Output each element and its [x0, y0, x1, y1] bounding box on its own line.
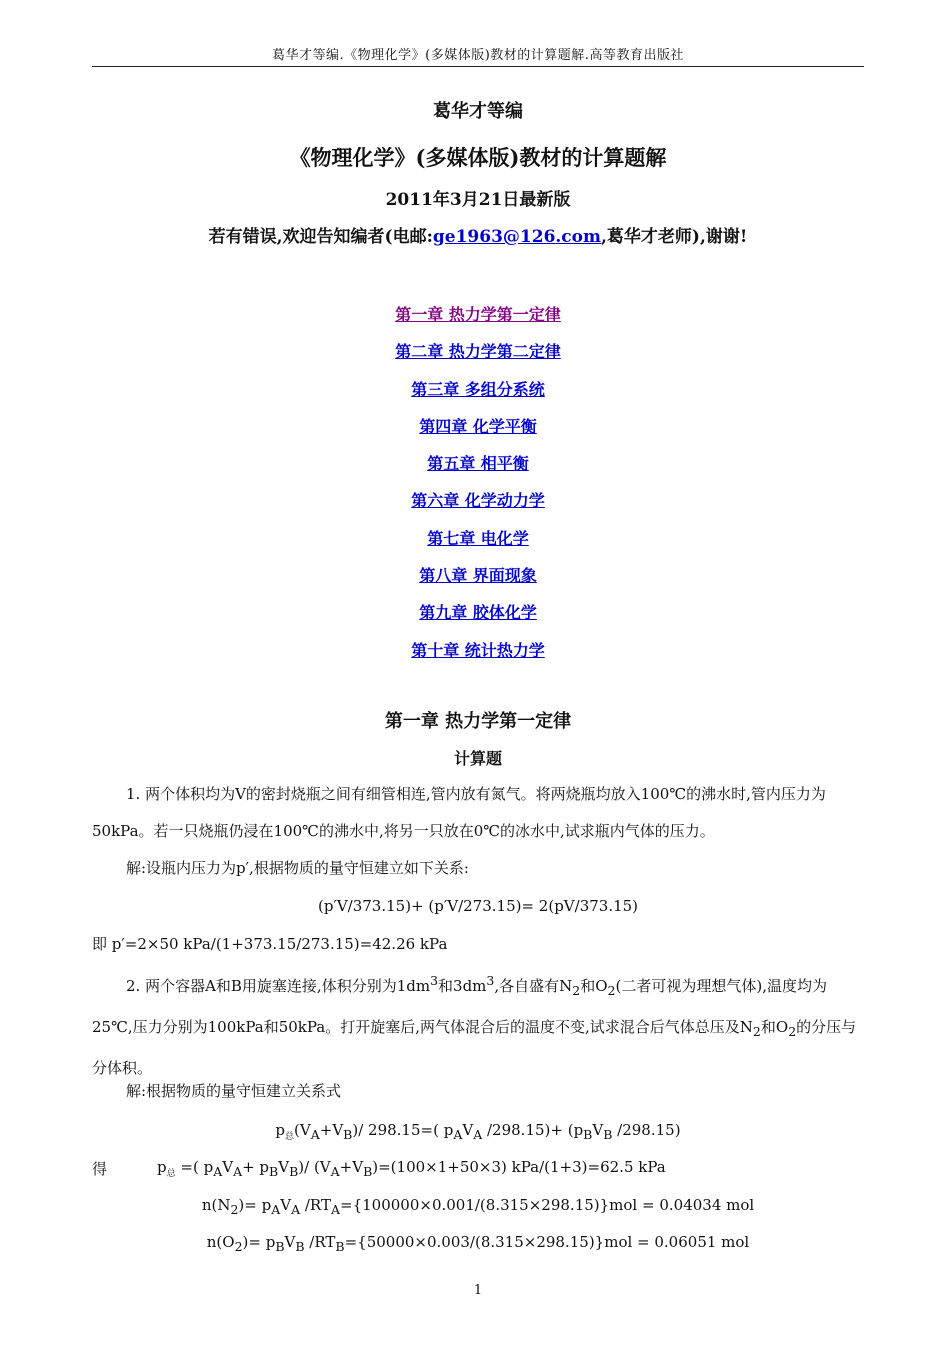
problem-1-result: 即 p′=2×50 kPa/(1+373.15/273.15)=42.26 kPa	[92, 935, 448, 953]
edition-date: 2011年3月21日最新版	[385, 190, 571, 210]
toc-link-chapter-1[interactable]: 第一章 热力学第一定律	[395, 305, 561, 324]
page-number: 1	[473, 1283, 483, 1298]
toc-link-chapter-5[interactable]: 第五章 相平衡	[427, 454, 529, 474]
email-link[interactable]: ge1963@126.com	[432, 227, 601, 247]
problem-1-text: 1. 两个体积均为V的密封烧瓶之间有细管相连,管内放有氮气。将两烧瓶均放入100℃的沸水时,管内压力为50kPa。若一只烧瓶仍浸在100℃的沸水中,将另一只放在0℃的冰水中,试求瓶内气体的压力。	[92, 785, 826, 840]
chapter-heading: 第一章 热力学第一定律	[384, 711, 572, 732]
toc-link-chapter-2[interactable]: 第二章 热力学第二定律	[395, 342, 561, 362]
toc-link-chapter-9[interactable]: 第九章 胶体化学	[419, 603, 537, 623]
notice-suffix: ,葛华才老师),谢谢!	[601, 227, 748, 247]
problem-2-equation-2: $p_总$ =( $p_AV_A+ p_BV_B)/$ $(V_A+V_B)=(100\times 1+50\times 3)$ kPa/(1+3)=62.5 kPa	[157, 1158, 666, 1179]
problem-2-equation-4: $n(O_2)= p_BV_B$ $/RT_B=\{50000\times 0.003/(8.315\times 298.15)\}mol = 0.06051$ mol	[206, 1233, 750, 1254]
book-title: 《物理化学》(多媒体版)教材的计算题解	[289, 145, 667, 170]
editors-line: 葛华才等编	[433, 101, 523, 122]
toc-link-chapter-10[interactable]: 第十章 统计热力学	[411, 640, 545, 660]
problem-1-solution-intro: 解:设瓶内压力为p′,根据物质的量守恒建立如下关系:	[126, 859, 469, 877]
problem-2-text: 2. 两个容器A和B用旋塞连接,体积分别为$1dm^3$和$3dm^3$,各自盛有$N_2$和$O_2$(二者可视为理想气体),温度均为25℃,压力分别为100kPa和50kPa。打开旋塞后,两气体混合后的温度不变,试求混合后气体总压及$N_2$和$O_2$的分压与分体积。	[92, 973, 857, 1077]
running-header: 葛华才等编.《物理化学》(多媒体版)教材的计算题解.高等教育出版社	[272, 48, 684, 63]
problem-2-solution-intro: 解:根据物质的量守恒建立关系式	[126, 1082, 342, 1100]
toc-link-chapter-4[interactable]: 第四章 化学平衡	[419, 416, 537, 436]
toc-link-chapter-8[interactable]: 第八章 界面现象	[419, 566, 537, 586]
header-rule	[92, 66, 864, 67]
toc-link-chapter-6[interactable]: 第六章 化学动力学	[411, 491, 545, 511]
section-heading: 计算题	[453, 749, 502, 768]
problem-2-equation-3: $n(N_2)= p_AV_A$ $/RT_A=\{100000\times 0.001/(8.315\times 298.15)\}mol = 0.04034$ mol	[201, 1196, 755, 1217]
table-of-contents	[92, 296, 864, 669]
problem-1-equation: (p′V/373.15)+ (p′V/273.15)= 2(pV/373.15)	[317, 897, 639, 915]
notice-prefix: 若有错误,欢迎告知编者(电邮:	[208, 227, 433, 247]
errata-notice	[92, 222, 864, 247]
problem-2-equation-1: $p_总(V_A+V_B)/$ 298.15=( $p_AV_A$ $/298.15)+ (p_BV_B$ /298.15)	[275, 1121, 681, 1142]
toc-link-chapter-7[interactable]: 第七章 电化学	[427, 528, 529, 548]
problem-2-de-label: 得	[92, 1160, 108, 1178]
toc-link-chapter-3[interactable]: 第三章 多组分系统	[411, 379, 545, 399]
